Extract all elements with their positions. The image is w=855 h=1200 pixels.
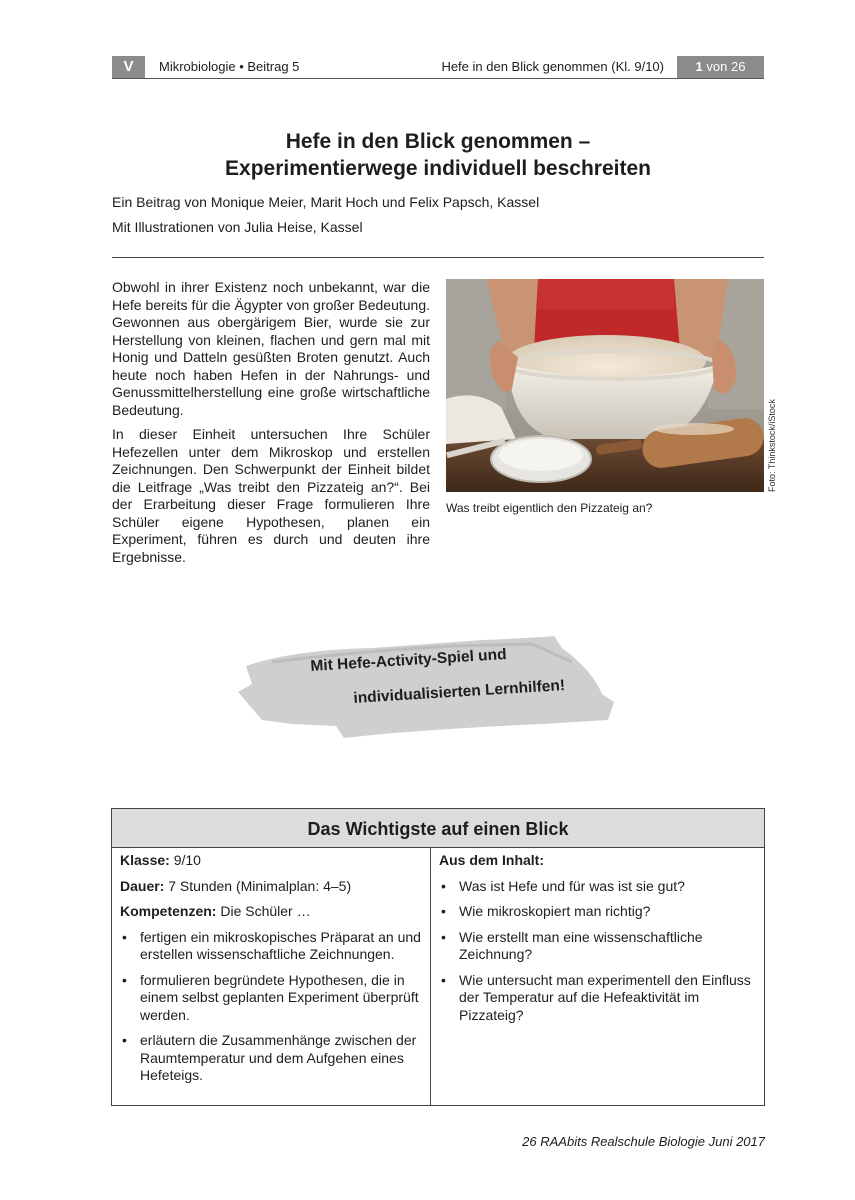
photo-credit-text: Foto: Thinkstock/iStock [767, 399, 777, 492]
summary-box [111, 808, 765, 1106]
dough-bowl-photo [446, 279, 764, 492]
summary-right-column [432, 848, 764, 1105]
article-title [112, 128, 764, 182]
author-line: Ein Beitrag von Monique Meier, Marit Hoch und Felix Papsch, Kassel [112, 194, 540, 210]
content-label: Aus dem Inhalt: [439, 852, 545, 868]
topic-label: Hefe in den Blick genommen (Kl. 9/10) [441, 59, 664, 74]
competencies-intro: Die Schüler … [216, 903, 311, 919]
summary-left-column [112, 848, 431, 1105]
duration-value: 7 Stunden (Minimalplan: 4–5) [164, 877, 352, 894]
intro-paragraph-2: In dieser Einheit untersuchen Ihre Schüler Hefezellen unter dem Mikroskop und erstellen Zeichnungen. Den Schwerpunkt der Einheit bildet die Leitfrage „Was treibt den Pizzateig an?“. Bei der Erarbeitung dieser Frage formulieren Ihre Schüler eigene Hypothesen, planen ein Experiment, führen es durch und deuten ihre Ergebnisse. [112, 426, 430, 565]
illustrator-line: Mit Illustrationen von Julia Heise, Kassel [112, 219, 363, 235]
competency-item: • fertigen ein mikroskopisches Präparat an und erstellen wissenschaftliche Zeichnungen. [120, 929, 422, 964]
content-item: • Was ist Hefe und für was ist sie gut? [439, 878, 756, 896]
volume-badge: V [112, 56, 145, 78]
grade-value: 9/10 [169, 852, 201, 868]
content-label-row [439, 852, 756, 870]
competencies-list [120, 929, 422, 1085]
publication-footer: 26 RAAbits Realschule Biologie Juni 2017 [522, 1134, 765, 1149]
title-line-2: Experimentierwege individuell beschreiten [225, 157, 651, 180]
intro-text [112, 279, 430, 573]
photo-caption: Was treibt eigentlich den Pizzateig an? [446, 501, 653, 515]
content-list [439, 878, 756, 1025]
grade-label: Klasse: [120, 852, 170, 868]
title-divider [112, 257, 764, 258]
header-divider [112, 78, 764, 79]
intro-paragraph-1: Obwohl in ihrer Existenz noch unbekannt, war die Hefe bereits für die Ägypter von großer Bedeutung. Gewonnen aus obergärigem Bier, wurde sie zur Herstellung von kleinen, flachen und gern mal mit Honig und Datteln gesüßten Broten genutzt. Auch heute noch haben Hefen in der Nahrungs- und Genussmittelherstellung eine große wirtschaftliche Bedeutung. [112, 279, 430, 418]
banner-line-1: Mit Hefe-Activity-Spiel und [310, 646, 508, 675]
competencies-row [120, 903, 422, 921]
competencies-label: Kompetenzen: [120, 903, 217, 919]
content-item: • Wie erstellt man eine wissenschaftliche Zeichnung? [439, 929, 756, 964]
banner-line-2: individualisierten Lernhilfen! [353, 677, 566, 707]
summary-heading: Das Wichtigste auf einen Blick [112, 809, 764, 848]
series-label: Mikrobiologie • Beitrag 5 [159, 59, 300, 74]
dough-bowl-illustration [446, 279, 764, 492]
page-total: von 26 [702, 59, 746, 74]
competency-item: • erläutern die Zusammenhänge zwischen der Raumtemperatur und dem Aufgehen eines Hefeteigs. [120, 1032, 422, 1085]
content-item: • Wie untersucht man experimentell den Einfluss der Temperatur auf die Hefeaktivität im Pizzateig? [439, 972, 756, 1025]
title-line-1: Hefe in den Blick genommen – [285, 130, 591, 153]
duration-row [120, 878, 422, 896]
duration-label: Dauer: [120, 877, 165, 894]
page-indicator [677, 56, 764, 78]
page-number: 1 [695, 59, 703, 74]
grade-row [120, 852, 422, 870]
content-item: • Wie mikroskopiert man richtig? [439, 903, 756, 921]
competency-item: • formulieren begründete Hypothesen, die in einem selbst geplanten Experiment überprüft werden. [120, 972, 422, 1025]
